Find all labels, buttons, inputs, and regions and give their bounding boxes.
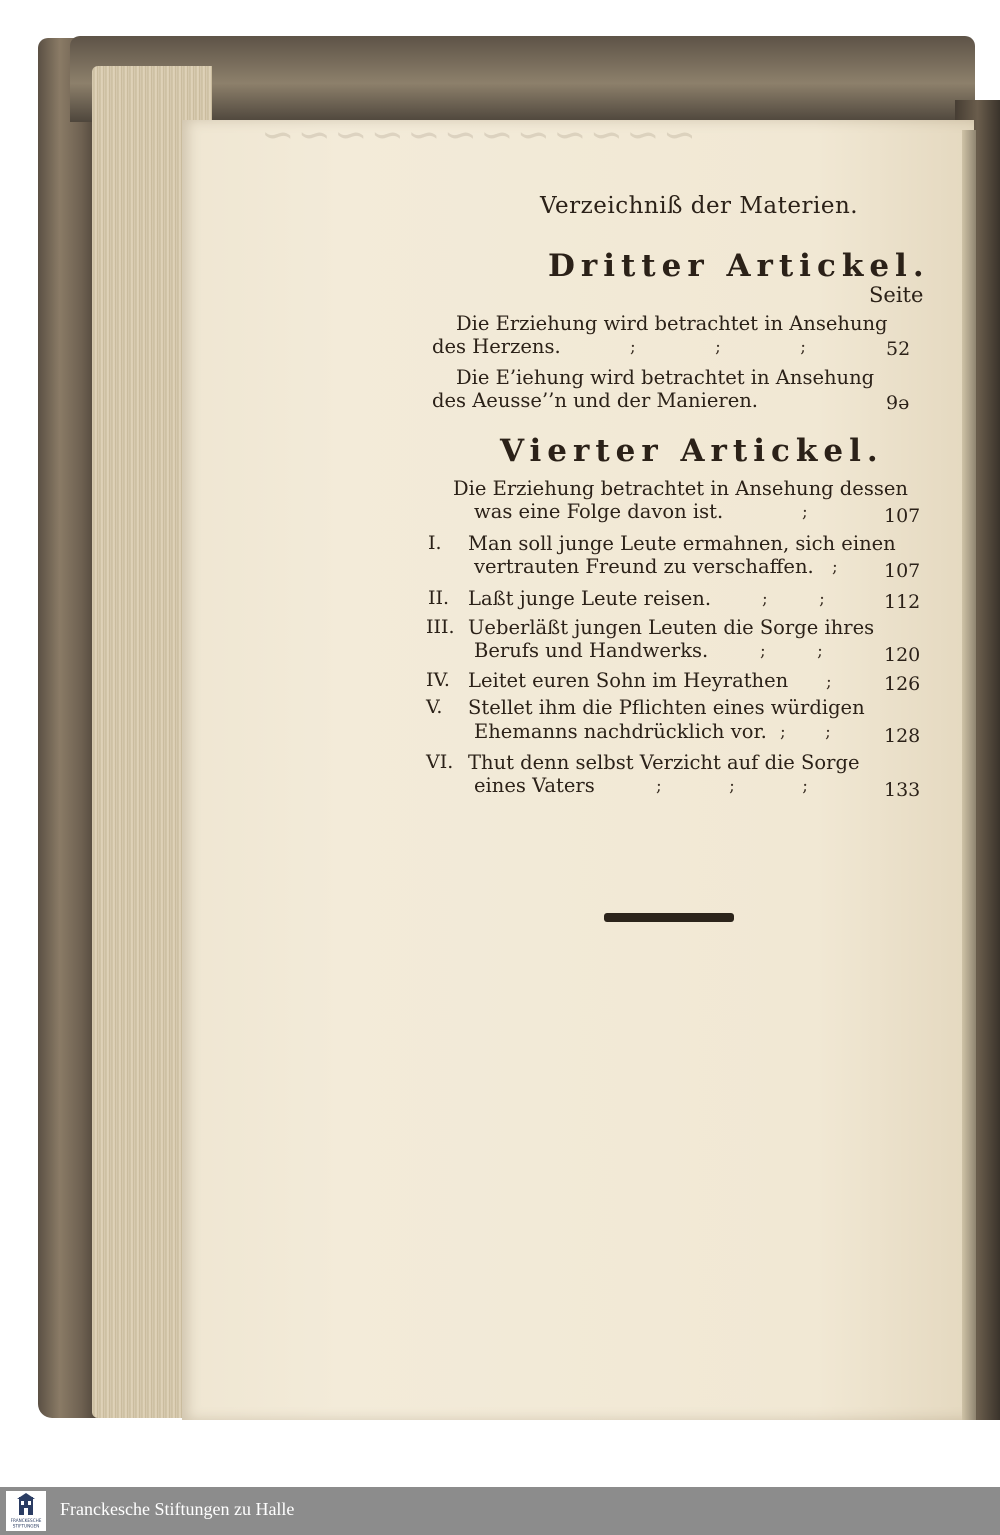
entry-line: Laßt junge Leute reisen. [468, 587, 712, 610]
entry-line: Die E’iehung wird betrachtet in Ansehung [456, 366, 875, 389]
article-title-dritter: Dritter Artickel. [548, 248, 930, 284]
page-number: 133 [884, 779, 921, 801]
entry-line: vertrauten Freund zu verschaffen. [474, 555, 814, 578]
entry-line: des Aeusse’’n und der Manieren. [432, 389, 759, 412]
entry-numeral: V. [426, 696, 443, 718]
footer-institution: Franckesche Stiftungen zu Halle [60, 1499, 295, 1519]
entry-line: eines Vaters [474, 774, 595, 797]
entry-line: Die Erziehung betrachtet in Ansehung dessen [453, 477, 908, 500]
leader-dots: ; ; [762, 589, 827, 609]
footer-bar [0, 1487, 1000, 1535]
leader-dots: ; ; [780, 722, 833, 742]
entry-line: des Herzens. [432, 335, 561, 358]
entry-numeral: I. [428, 532, 442, 554]
article-title-vierter: Vierter Artickel. [500, 433, 884, 469]
page-number: 128 [884, 725, 921, 747]
entry-line: was eine Folge davon ist. [474, 500, 724, 523]
page-number: 107 [884, 505, 921, 527]
leader-dots: ; [802, 502, 810, 522]
leader-dots: ; ; ; [630, 337, 808, 357]
entry-line: Ehemanns nachdrücklich vor. [474, 720, 767, 743]
page-gutter [962, 130, 976, 1420]
entry-numeral: VI. [426, 751, 454, 773]
leader-dots: ; ; [760, 641, 825, 661]
entry-numeral: IV. [426, 669, 450, 691]
leader-dots: ; ; ; [656, 776, 810, 796]
entry-numeral: II. [428, 587, 450, 609]
page-number: 120 [884, 644, 921, 666]
page-number: 52 [886, 338, 911, 360]
closing-rule [604, 913, 734, 922]
seite-label: Seite [869, 283, 924, 307]
running-head: Verzeichniß der Materien. [540, 193, 859, 219]
page-number: 112 [884, 591, 921, 613]
entry-line: Stellet ihm die Pflichten eines würdigen [468, 696, 865, 719]
logo-text-2: STIFTUNGEN [12, 1523, 40, 1529]
leader-dots: ; [826, 672, 834, 692]
page-number: 107 [884, 560, 921, 582]
building-icon [6, 1491, 46, 1531]
entry-line: Thut denn selbst Verzicht auf die Sorge [468, 751, 860, 774]
entry-line: Leitet euren Sohn im Heyrathen [468, 669, 789, 692]
entry-line: Man soll junge Leute ermahnen, sich einen [468, 532, 896, 555]
leader-dots: ; [832, 557, 840, 577]
book-cover-left [38, 38, 100, 1418]
entry-line: Die Erziehung wird betrachtet in Ansehung [456, 312, 888, 335]
logo-text-1: FRANCKESCHE [10, 1518, 42, 1523]
entry-numeral: III. [426, 616, 455, 638]
entry-line: Ueberläßt jungen Leuten die Sorge ihres [468, 616, 875, 639]
entry-line: Berufs und Handwerks. [474, 639, 709, 662]
page-number: 126 [884, 673, 921, 695]
page-number: 9ə [886, 392, 910, 414]
